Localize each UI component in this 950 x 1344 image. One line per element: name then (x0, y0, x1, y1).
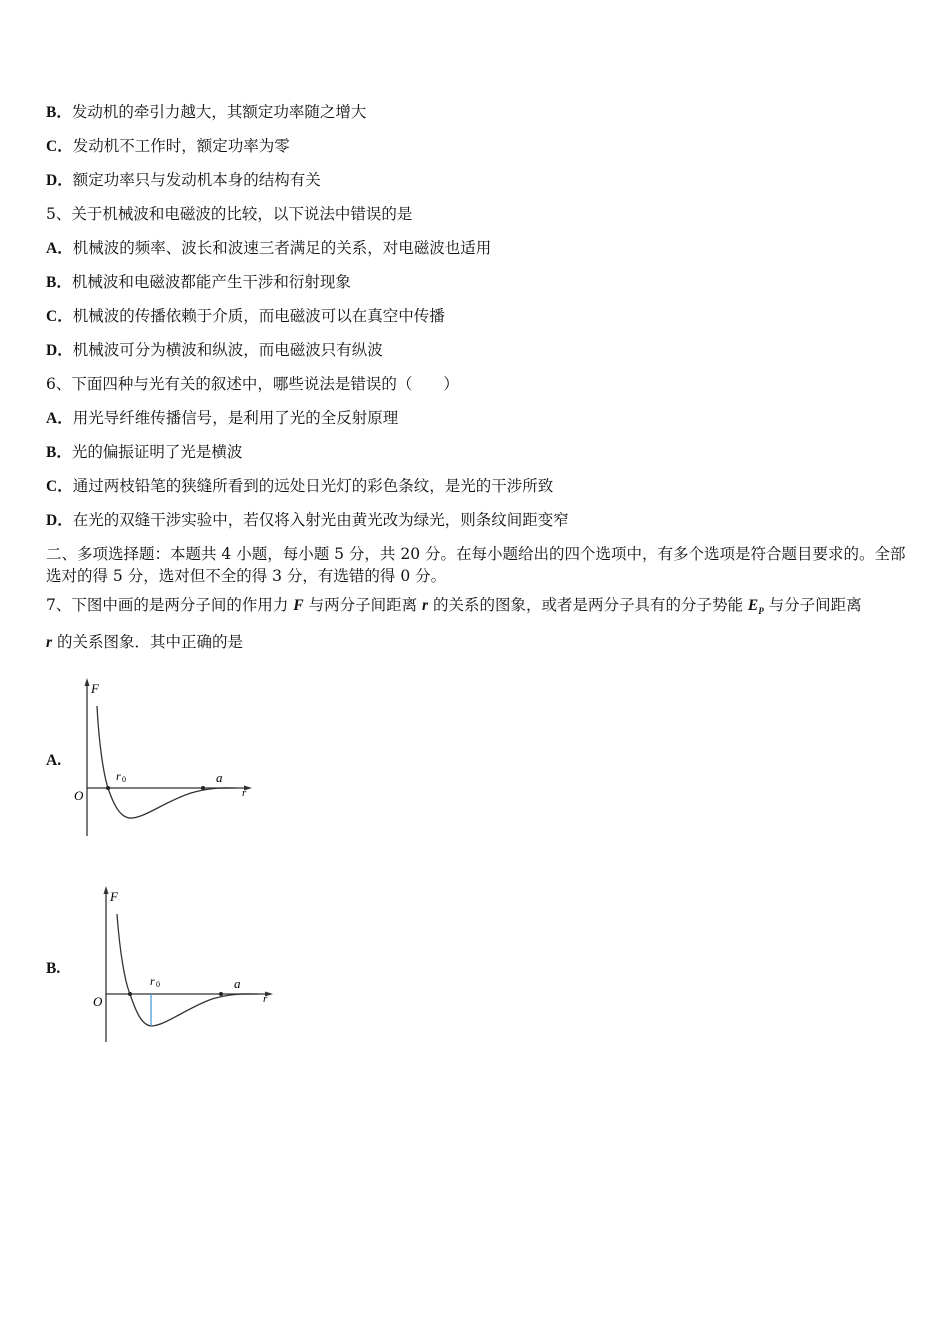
q7-option-b-label: B. (46, 960, 61, 977)
q6-option-d (46, 509, 569, 532)
option-letter: B． (46, 274, 72, 291)
r0-sub-label: 0 (122, 775, 126, 784)
q6-stem: 6、下面四种与光有关的叙述中，哪些说法是错误的（ ） (46, 375, 459, 393)
y-axis-label: F (91, 681, 99, 696)
y-axis-arrow (104, 886, 109, 894)
q7-var-r: r (422, 597, 429, 614)
q6-option-b (46, 441, 242, 464)
option-letter: B． (46, 444, 72, 461)
option-letter: C． (46, 138, 73, 155)
section2-heading: 二、多项选择题：本题共 4 小题，每小题 5 分，共 20 分。在每小题给出的四个选项中，有多个选项是符合题目要求的。全部选对的得 5 分，选对但不全的得 3 分，有选错的得 0 分。 (46, 545, 906, 585)
q5-option-b (46, 271, 351, 294)
a-label: a (234, 976, 241, 991)
r0-point (106, 786, 110, 790)
q7-stem-text: 7、下图中画的是两分子间的作用力 (46, 596, 294, 614)
option-text: 发动机的牵引力越大，其额定功率随之增大 (71, 103, 367, 121)
option-letter: D． (46, 342, 73, 359)
r0-sub-label: 0 (156, 980, 160, 989)
q7-option-a-label: A. (46, 752, 62, 769)
option-text: 发动机不工作时，额定功率为零 (72, 137, 290, 155)
option-letter: A． (46, 240, 73, 257)
q5-option-c (46, 305, 445, 328)
q6-option-c (46, 475, 553, 498)
q7-stem-line1 (46, 594, 862, 622)
a-point (201, 786, 205, 790)
q4-option-c (46, 135, 290, 158)
q7-var-ep: E (747, 597, 759, 614)
option-text: 在光的双缝干涉实验中，若仅将入射光由黄光改为绿光，则条纹间距变窄 (72, 511, 569, 529)
force-curve (117, 914, 258, 1026)
option-letter: C． (46, 478, 73, 495)
option-text: 机械波的传播依赖于介质，而电磁波可以在真空中传播 (72, 307, 445, 325)
q7-stem-text: 的关系图象．其中正确的是 (52, 633, 243, 651)
r0-label: r (116, 769, 121, 783)
option-letter: B． (46, 104, 72, 121)
origin-label: O (74, 788, 84, 803)
x-axis-label: r (263, 993, 268, 1005)
q4-option-d (46, 169, 321, 192)
q5-option-d (46, 339, 383, 362)
force-curve (97, 706, 236, 818)
option-letter: C． (46, 308, 73, 325)
option-text: 光的偏振证明了光是横波 (71, 443, 243, 461)
option-text: 通过两枝铅笔的狭缝所看到的远处日光灯的彩色条纹，是光的干涉所致 (72, 477, 554, 495)
q5-stem: 5、关于机械波和电磁波的比较，以下说法中错误的是 (46, 205, 413, 223)
q7-var-r: r (46, 634, 53, 651)
q7-var-ep-sub: P (758, 606, 764, 617)
q4-option-b (46, 101, 366, 124)
a-point (219, 992, 223, 996)
q7-stem-text: 与两分子间距离 (303, 596, 422, 614)
option-letter: A． (46, 410, 73, 427)
option-text: 机械波可分为横波和纵波，而电磁波只有纵波 (72, 341, 383, 359)
option-text: 额定功率只与发动机本身的结构有关 (72, 171, 321, 189)
q7-stem-line2 (46, 631, 243, 654)
y-axis-arrow (85, 678, 90, 686)
option-text: 机械波的频率、波长和波速三者满足的关系，对电磁波也适用 (72, 239, 492, 257)
origin-label: O (93, 994, 103, 1009)
option-text: 机械波和电磁波都能产生干涉和衍射现象 (71, 273, 351, 291)
r0-label: r (150, 974, 155, 988)
q7-graph-a (66, 676, 256, 840)
option-letter: D． (46, 172, 73, 189)
y-axis-label: F (110, 889, 118, 904)
q7-stem-text: 的关系的图象，或者是两分子具有的分子势能 (428, 596, 748, 614)
q5-option-a (46, 237, 491, 260)
q7-stem-text: 与分子间距离 (763, 596, 862, 614)
zero-cross-point (128, 992, 132, 996)
option-letter: D． (46, 512, 73, 529)
q6-option-a (46, 407, 398, 430)
q7-graph-b (84, 884, 278, 1048)
a-label: a (216, 770, 223, 785)
x-axis-label: r (242, 787, 247, 799)
option-text: 用光导纤维传播信号，是利用了光的全反射原理 (72, 409, 399, 427)
q7-var-f: F (293, 597, 304, 614)
